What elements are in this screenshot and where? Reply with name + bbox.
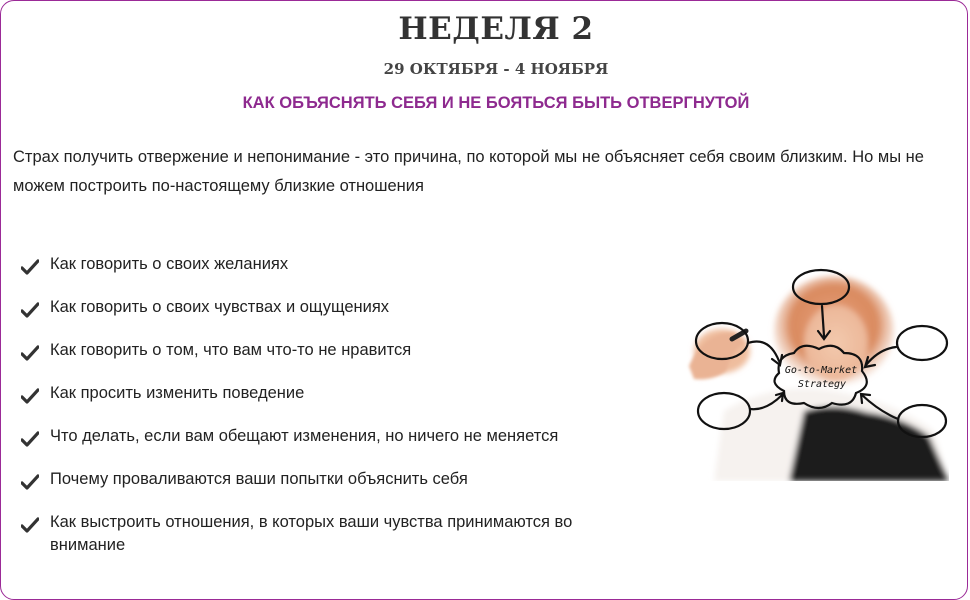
- list-item-label: Как говорить о своих желаниях: [50, 255, 289, 273]
- topics-list: [21, 253, 641, 577]
- list-item-label: Как выстроить отношения, в которых ваши чувства принимаются во внимание: [50, 513, 573, 554]
- intro-text: Страх получить отвержение и непонимание - это причина, по которой мы не объясняет себя своим близким. Но мы не можем построить по-настоящему близкие отношения: [13, 148, 924, 195]
- list-item: [21, 468, 641, 491]
- list-item-label: Почему проваливаются ваши попытки объяснить себя: [50, 470, 468, 488]
- checkmark-icon: [21, 388, 39, 404]
- week-title: НЕДЕЛЯ 2: [398, 11, 594, 47]
- list-item: [21, 296, 641, 319]
- week-topic: КАК ОБЪЯСНЯТЬ СЕБЯ И НЕ БОЯТЬСЯ БЫТЬ ОТВЕРГНУТОЙ: [242, 94, 750, 112]
- list-item-label: Как говорить о том, что вам что-то не нравится: [50, 341, 412, 359]
- strategy-illustration: [684, 261, 949, 481]
- list-item: [21, 425, 641, 448]
- checkmark-icon: [21, 345, 39, 361]
- checkmark-icon: [21, 259, 39, 275]
- list-item-label: Как говорить о своих чувствах и ощущениях: [50, 298, 390, 316]
- checkmark-icon: [21, 302, 39, 318]
- checkmark-icon: [21, 431, 39, 447]
- list-item-label: Что делать, если вам обещают изменения, но ничего не меняется: [50, 427, 559, 445]
- list-item: [21, 339, 641, 362]
- strategy-board-drawing: [684, 261, 949, 481]
- list-item: [21, 253, 641, 276]
- list-item-label: Как просить изменить поведение: [50, 384, 305, 402]
- checkmark-icon: [21, 517, 39, 533]
- list-item: [21, 511, 641, 557]
- board-text-line2: Strategy: [797, 379, 847, 390]
- checkmark-icon: [21, 474, 39, 490]
- week-dates: 29 ОКТЯБРЯ - 4 НОЯБРЯ: [383, 60, 609, 78]
- board-text-line1: Go-to-Market: [784, 365, 858, 376]
- list-item: [21, 382, 641, 405]
